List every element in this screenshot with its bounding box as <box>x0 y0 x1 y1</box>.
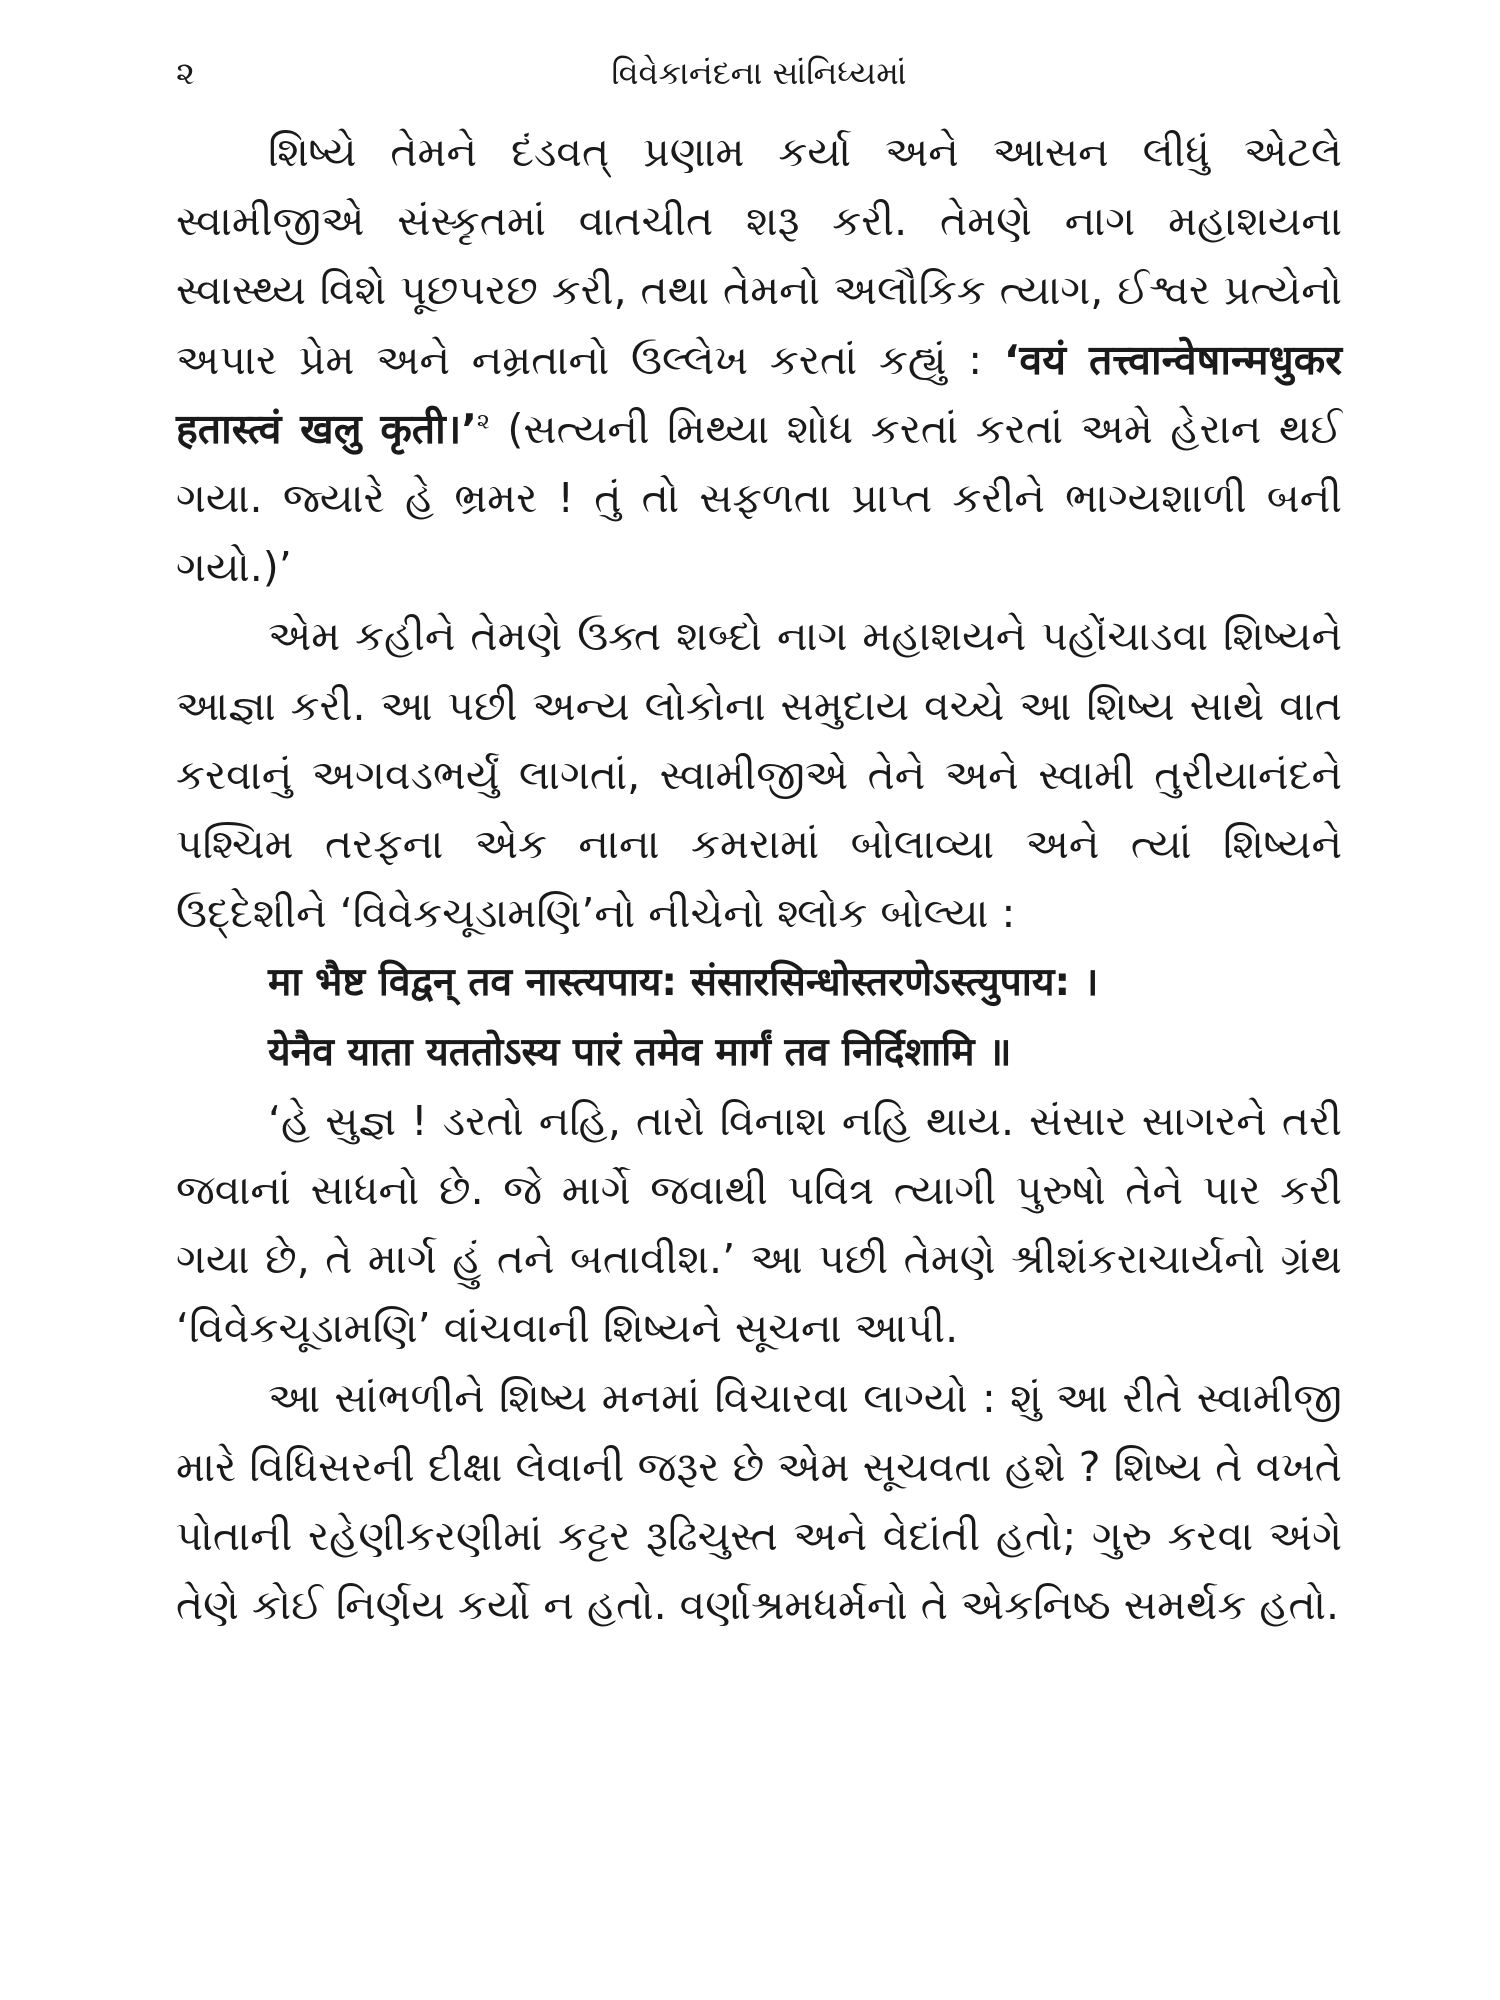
running-title: વિવેકાનંદના સાંનિધ્યમાં <box>611 54 907 92</box>
body-text <box>176 118 1342 1640</box>
footnote-reference: ૨ <box>476 409 490 435</box>
paragraph-1-text-before: શિષ્યે તેમને દંડવત્ પ્રણામ કર્યા અને આસન લીધું એટલે સ્વામીજીએ સંસ્કૃતમાં વાતચીત શરૂ કરી. તેમણે નાગ મહાશયના સ્વાસ્થ્ય વિશે પૂછપરછ કરી, તથા તેમનો અલૌકિક ત્યાગ, ઈશ્વર પ્રત્યેનો અપાર પ્રેમ અને નમ્રતાનો ઉલ્લેખ કરતાં કહ્યું : <box>176 128 1342 384</box>
paragraph-3: ‘હે સુજ્ઞ ! ડરતો નહિ, તારો વિનાશ નહિ થાય. સંસાર સાગરને તરી જવાનાં સાધનો છે. જે માર્ગે જવાથી પવિત્ર ત્યાગી પુરુષો તેને પાર કરી ગયા છે, તે માર્ગ હું તને બતાવીશ.’ આ પછી તેમણે શ્રીશંકરાચાર્યનો ગ્રંથ ‘વિવેકચૂડામણિ’ વાંચવાની શિષ્યને સૂચના આપી. <box>176 1096 1342 1353</box>
running-head <box>176 48 1342 98</box>
page-number: ૨ <box>176 54 195 92</box>
paragraph-1-text-after: (સત્યની મિથ્યા શોધ કરતાં કરતાં અમે હેરાન થઈ ગયા. જ્યારે હે ભ્રમર ! તું તો સફળતા પ્રાપ્ત કરીને ભાગ્યશાળી બની ગયો.)’ <box>176 404 1342 592</box>
paragraph-2: એમ કહીને તેમણે ઉક્ત શબ્દો નાગ મહાશયને પહોંચાડવા શિષ્યને આજ્ઞા કરી. આ પછી અન્ય લોકોના સમુદાય વચ્ચે આ શિષ્ય સાથે વાત કરવાનું અગવડભર્યું લાગતાં, સ્વામીજીએ તેને અને સ્વામી તુરીયાનંદને પશ્ચિમ તરફના એક નાના કમરામાં બોલાવ્યા અને ત્યાં શિષ્યને ઉદ્દેશીને ‘વિવેકચૂડામણિ’નો નીચેનો શ્લોક બોલ્યા : <box>176 612 1342 938</box>
verse-line-2: येनैव याता यततोऽस्य पारं तमेव मार्गं तव निर्दिशामि ॥ <box>268 1029 1012 1075</box>
paragraph-4: આ સાંભળીને શિષ્ય મનમાં વિચારવા લાગ્યો : શું આ રીતે સ્વામીજી મારે વિધિસરની દીક્ષા લેવાની જરૂર છે એમ સૂચવતા હશે ? શિષ્ય તે વખતે પોતાની રહેણીકરણીમાં કટ્ટર રૂઢિચુસ્ત અને વેદાંતી હતો; ગુરુ કરવા અંગે તેણે કોઈ નિર્ણય કર્યો ન હતો. વર્ણાશ્રમધર્મનો તે એકનિષ્ઠ સમર્થક હતો. <box>176 1373 1342 1630</box>
sanskrit-quote: ‘वयं तत्त्वान्वेषान्मधुकर हतास्त्वं खलु कृती।’ <box>176 335 1342 453</box>
verse-line-1: मा भैष्ट विद्वन् तव नास्त्यपाय: संसारसिन्धोस्तरणेऽस्त्युपाय: । <box>268 960 1099 1006</box>
paragraph-1 <box>176 118 1342 602</box>
